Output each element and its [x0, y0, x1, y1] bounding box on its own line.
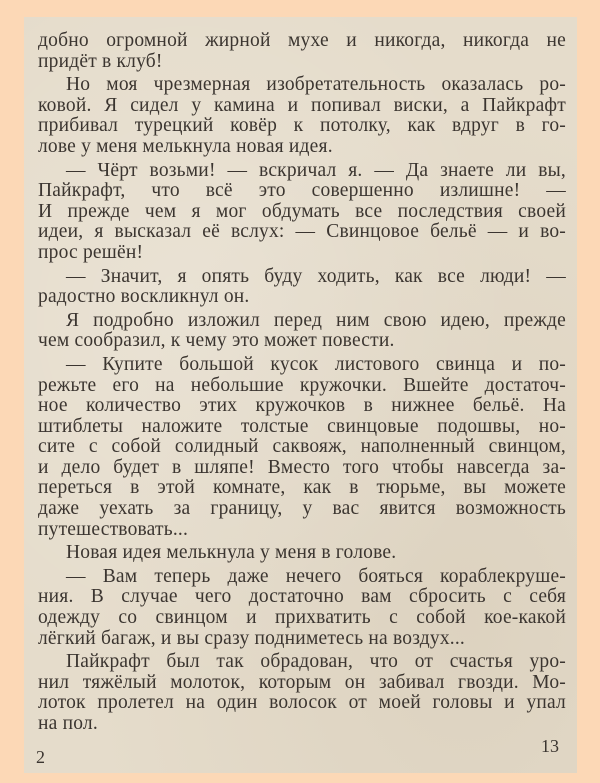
text-line: радостно воскликнул он. — [38, 286, 250, 308]
text-line: режьте его на небольшие кружочки. Вшейте достаточ- — [38, 374, 566, 396]
paragraph — [38, 31, 566, 72]
paragraph — [38, 567, 566, 649]
paragraph — [38, 311, 566, 352]
text-line: добно огромной жирной мухе и никогда, никогда не — [38, 30, 566, 51]
text-line: Пайкрафт, что всё это совершенно излишне! — — [38, 180, 566, 202]
paragraph — [38, 543, 566, 564]
paragraph — [38, 267, 566, 308]
text-line: лове у меня мелькнула новая идея. — [38, 135, 333, 157]
text-line: лоток пролетел на один волосок от моей головы и упал — [38, 692, 566, 714]
text-line: Я подробно изложил перед ним свою идею, прежде — [66, 309, 566, 331]
text-line: — Вам теперь даже нечего бояться кораблекруше- — [66, 565, 566, 587]
text-line: одежду со свинцом и прихватить с собой кое-какой — [38, 607, 566, 629]
text-line: штиблеты наложите толстые свинцовые подошвы, но- — [38, 415, 566, 437]
paragraph — [38, 161, 566, 264]
text-line: и дело будет в шляпе! Вместо того чтобы навсегда за- — [38, 456, 566, 478]
paragraph — [38, 355, 566, 540]
text-line: — Купите большой кусок листового свинца и по- — [66, 353, 566, 375]
book-page — [24, 17, 577, 773]
text-line: лёгкий багаж, и вы сразу подниметесь на воздух... — [38, 627, 466, 649]
text-line: идеи, я высказал её вслух: — Свинцовое бельё — и во- — [38, 221, 566, 243]
paragraph — [38, 652, 566, 734]
text-line: Новая идея мелькнула у меня в голове. — [66, 542, 397, 564]
text-line: путешествовать... — [38, 518, 189, 540]
text-line: переться в этой комнате, как в тюрьме, вы можете — [38, 477, 566, 499]
paragraph — [38, 75, 566, 157]
text-line: Пайкрафт был так обрадован, что от счастья уро- — [66, 651, 566, 673]
text-line: — Значит, я опять буду ходить, как все люди! — — [66, 265, 566, 287]
text-line: — Чёрт возьми! — вскричал я. — Да знаете ли вы, — [66, 159, 566, 181]
signature-mark: 2 — [36, 747, 45, 767]
text-line: сите с собой солидный саквояж, наполненный свинцом, — [38, 436, 566, 458]
text-line: даже уехать за границу, у вас явится возможность — [38, 498, 566, 520]
text-line: прос решён! — [38, 241, 144, 263]
text-line: придёт в клуб! — [38, 50, 163, 72]
text-line: ния. В случае чего достаточно вам сбросить с себя — [38, 586, 566, 608]
text-line: И прежде чем я мог обдумать все последствия своей — [38, 200, 566, 222]
text-line: на пол. — [38, 713, 98, 734]
text-line: ное количество этих кружочков в нижнее бельё. На — [38, 395, 566, 417]
text-line: ковой. Я сидел у камина и попивал виски, а Пайкрафт — [38, 94, 566, 116]
text-line: чем сообразил, к чему это может повести. — [38, 330, 395, 352]
text-line: прибивал турецкий ковёр к потолку, как вдруг в го- — [38, 115, 566, 137]
page-text — [38, 31, 566, 738]
text-line: Но моя чрезмерная изобретательность оказалась ро- — [66, 74, 566, 96]
text-line: нил тяжёлый молоток, которым он забивал гвозди. Мо- — [38, 671, 566, 693]
page-number: 13 — [541, 736, 559, 756]
